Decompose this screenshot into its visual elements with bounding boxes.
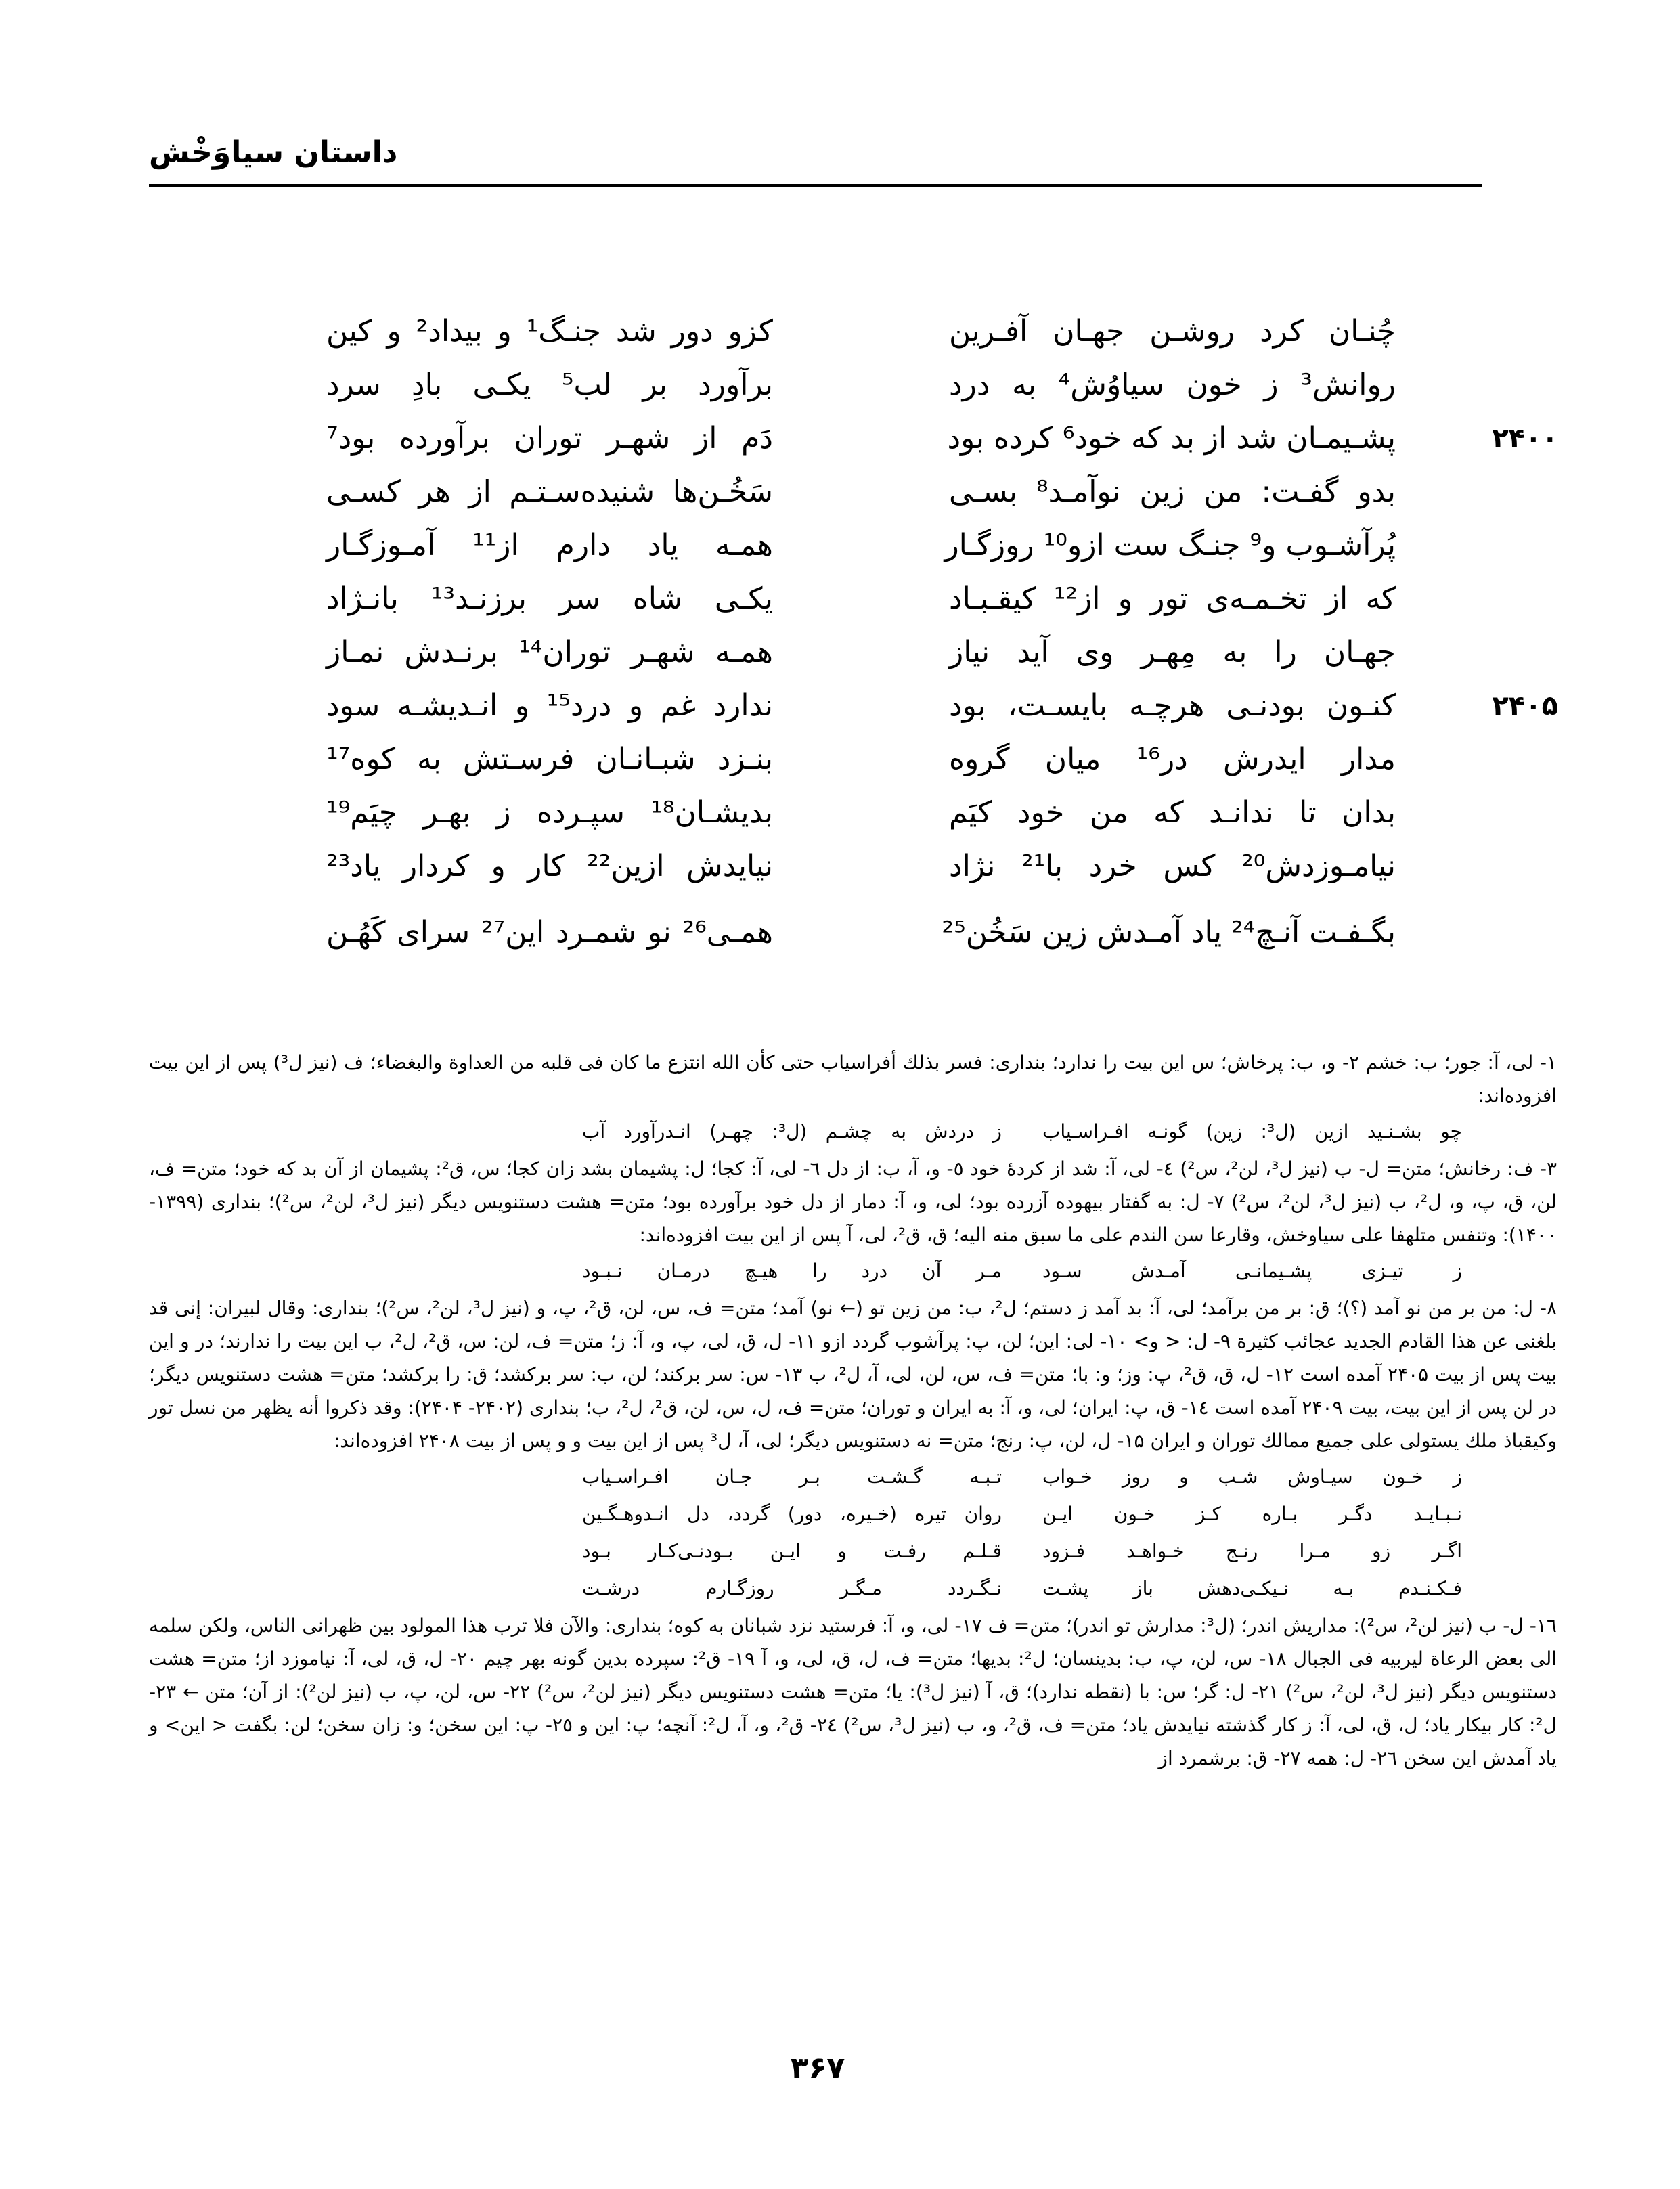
hemistich-second: ندارد غم و درد¹⁵ و انـدیشـه سود bbox=[326, 688, 773, 723]
hemistich-second: سَخُـن‌ها شنیده‌سـتـم از هر کسـی bbox=[326, 474, 773, 509]
inset-verse bbox=[149, 1497, 1557, 1530]
hemistich-second: همـه یاد دارم از¹¹ آمـوزگـار bbox=[326, 528, 774, 562]
hemistich-first: نیامـوزدش²⁰ کس خرد با²¹ نژاد bbox=[949, 849, 1396, 883]
inset-hemistich-first: چو بشـنـید ازین (ل³: زین) گونـه افـراسـیاب bbox=[1042, 1120, 1462, 1143]
hemistich-first: جهـان را به مِهـر وی آید نیاز bbox=[949, 635, 1396, 669]
inset-hemistich-first: نـبـایـد دگـر بـاره کـز خـون ایـن bbox=[1042, 1503, 1462, 1525]
hemistich-first: روانش³ ز خون سیاوُش⁴ به درد bbox=[949, 368, 1396, 402]
hemistich-first: بدو گفـت: من زین نوآمـد⁸ بسـی bbox=[949, 474, 1396, 509]
inset-verse bbox=[149, 1534, 1557, 1568]
inset-hemistich-second: ز دردش به چشـم (ل³: چهـر) انـدرآورد آب bbox=[582, 1120, 1002, 1143]
inset-hemistich-first: فـکـنـدم بـه نـیکـی‌دهش باز پشـت bbox=[1042, 1577, 1462, 1599]
inset-hemistich-second: قـلـم رفـت و ایـن بـودنـی‌کـار بـود bbox=[582, 1540, 1002, 1562]
hemistich-second: دَم از شهـر توران برآورده بود⁷ bbox=[326, 421, 773, 456]
hemistich-first: کنـون بودنـی هرچـه بایسـت، بود bbox=[949, 688, 1396, 723]
hemistich-second: یکـی شاه سر برزنـد¹³ بانـژاد bbox=[326, 581, 773, 616]
hemistich-first: بگـفـت آنـچ²⁴ یاد آمـدش زین سَخُن²⁵ bbox=[942, 915, 1396, 950]
hemistich-first: چُنـان کرد روشـن جهـان آفـرین bbox=[949, 314, 1396, 349]
inset-verse bbox=[149, 1572, 1557, 1605]
footnote-3-7: ۳- ف: رخانش؛ متن= ل- ب (نیز ل³، لن²، س²) ٤- لی، آ: شد از کردهٔ خود ٥- و، آ، ب: از دل ٦- لی، آ: کجا؛ ل: پشیمان بشد زان کجا؛ س، ق²: پشیمان از آن بد که خود؛ متن= ف، لن، ق، پ، و، ل²، ب (نیز ل³، لن²، س²) ٧- ل: به گفتار بیهوده آزرده بود؛ لی، و، آ: دمار از دل خود برآورده بود؛ متن= هشت دستنویس دیگر (نیز ل³، لن²، س²)؛ بنداری (۱۳۹۹- ۱۴۰۰): وتنفس متلهفا علی سیاوخش، وقارعا سن الندم علی ما سبق منه الیه؛ ق، ق²، لی، آ پس از این بیت افزوده‌اند: bbox=[149, 1157, 1557, 1246]
hemistich-first: پشـیمـان شد از بد که خود⁶ کرده بود bbox=[947, 421, 1396, 456]
chapter-title: داستان سیاوَخْش bbox=[149, 135, 398, 170]
inset-hemistich-second: نـگـردد مـگـر روزگـارم درشـت bbox=[582, 1577, 1002, 1599]
inset-hemistich-second: تـبـه گـشـت بـر جـان افـراسـیاب bbox=[582, 1465, 1002, 1488]
inset-verse bbox=[149, 1254, 1557, 1287]
verse-number: ۲۴۰۵ bbox=[1492, 690, 1558, 722]
hemistich-second: همـه شهـر توران¹⁴ برنـدش نمـاز bbox=[326, 635, 773, 669]
hemistich-first: بدان تا ندانـد که من خود کیَم bbox=[949, 795, 1396, 830]
verse-number: ۲۴۰۰ bbox=[1492, 423, 1558, 454]
hemistich-second: برآورد بر لب⁵ یکـی بادِ سرد bbox=[326, 368, 773, 402]
hemistich-second: کزو دور شد جنـگ¹ و بیداد² و کین bbox=[326, 314, 773, 349]
critical-apparatus-footnotes bbox=[149, 1046, 1557, 1775]
inset-hemistich-second: روان تیره (خـیره، دور) گردد، دل انـدوهـگـین bbox=[582, 1503, 1002, 1525]
footnote-8-15: ۸- ل: من بر من نو آمد (؟)؛ ق: بر من برآمد؛ لی، آ: بد آمد ز دستم؛ ل²، ب: من زین تو (← نو) آمد؛ متن= ف، س، لن، ق²، پ، و (نیز ل³، لن²، س²)؛ بنداری: وقال لبیران: إنی قد بلغنی عن هذا القادم الجدید عجائب كثیرة ۹- ل: < و> ۱۰- لی: این؛ لن، پ: پرآشوب گردد ازو ۱۱- ل، ق، لی، پ، و، آ: ز؛ متن= ف، لن: س، ق²، ل²، ب این بیت را ندارند؛ در و این بیت پس از بیت ۲۴۰۵ آمده است ۱۲- ل، ق، ق²، پ: وز؛ و: با؛ متن= ف، س، لن، لی، آ، ل²، ب ۱۳- س: سر برکند؛ لن، ب: سر برکشد؛ ق: را برکشد؛ متن= هشت دستنویس دیگر؛ در لن پس از این بیت، بیت ۲۴۰۹ آمده است ١٤- ق، پ: ایران؛ لی، و، آ: به ایران و توران؛ متن= ف، ل، س، لن، ق²، ل²، ب؛ بنداری (۲۴۰۲- ۲۴۰۴): وقد ذكروا أنه یظهر من نسل تور وكیقباذ ملك یستولی علی جمیع ممالك توران و ایران ۱۵- ل، لن، پ: رنج؛ متن= نه دستنویس دیگر؛ لی، آ، ل³ پس از این بیت و و پس از بیت ۲۴۰۸ افزوده‌اند: bbox=[149, 1297, 1557, 1452]
hemistich-second: بنـزد شبـانـان فرسـتش به کوه¹⁷ bbox=[326, 742, 773, 776]
inset-hemistich-first: ز خـون سیـاوش شـب و روز خـواب bbox=[1042, 1465, 1462, 1488]
hemistich-first: مدار ایدرش در¹⁶ میان گروه bbox=[949, 742, 1396, 776]
footnote-16-27: ۱٦- ل- ب (نیز لن²، س²): مداریش اندر؛ (ل³: مدارش تو اندر)؛ متن= ف ۱۷- لی، و، آ: فرستید نزد شبانان به کوه؛ بنداری: والآن فلا ترب هذا المولود بین ظهرانی الناس، ولكن سلمه الی بعض الرعاة لیربیه فی الجبال ۱۸- س، لن، پ، ب: بدینسان؛ ل²: بدیها؛ متن= ف، ل، ق، لی، و، آ ۱۹- ق²: سپرده بدین گونه بهر چیم ۲۰- ل، ق، لی، آ: نیاموزد از؛ متن= هشت دستنویس دیگر (نیز ل³، لن²، س²) ۲۱- ل: گر؛ س: با (نقطه ندارد)؛ ق، آ (نیز ل³): یا؛ متن= هشت دستنویس دیگر (نیز لن²، س²) ۲۲- س، لن، پ، ب (نیز لن²): از آن؛ متن ← ۲۳- ل²: کار بیکار یاد؛ ل، ق، لی، آ: ز کار گذشته نیایدش یاد؛ متن= ف، ق²، و، ب (نیز ل³، س²) ۲٤- ق²، و، آ، ل²: آنچه؛ پ: این و ۲٥- پ: این سخن؛ و: زان سخن؛ لن: بگفت < این> و یاد آمدش این سخن ۲٦- ل: همه ۲۷- ق: برشمرد از bbox=[149, 1614, 1557, 1769]
inset-hemistich-first: ز تیـزی پشـیمانـی آمـدش سـود bbox=[1042, 1260, 1462, 1282]
hemistich-second: همـی²⁶ نو شمـرد این²⁷ سرای کَهُـن bbox=[326, 915, 773, 950]
inset-verse bbox=[149, 1115, 1557, 1148]
hemistich-second: نیایدش ازین²² کار و کردار یاد²³ bbox=[326, 849, 773, 883]
footnote-1-2: ۱- لی، آ: جور؛ ب: خشم ۲- و، ب: پرخاش؛ س این بیت را ندارد؛ بنداری: فسر بذلك أفراسیاب حتی كأن الله انتزع ما كان فی قلبه من العداوة والبغضاء؛ ف (نیز ل³) پس از این بیت افزوده‌اند: bbox=[149, 1051, 1557, 1107]
hemistich-first: که از تخـمـه‌ی تور و از¹² کیقـبـاد bbox=[949, 581, 1396, 616]
hemistich-first: پُرآشـوب و⁹ جنـگ ست ازو¹⁰ روزگـار bbox=[944, 528, 1396, 562]
inset-hemistich-second: مـر آن درد را هیـچ درمـان نـبـود bbox=[582, 1260, 1002, 1282]
hemistich-second: بدیشـان¹⁸ سپـرده ز بهـر چیَم¹⁹ bbox=[326, 795, 773, 830]
inset-hemistich-first: اگـر زو مـرا رنـج خـواهـد فـزود bbox=[1042, 1540, 1462, 1562]
header-rule bbox=[149, 184, 1482, 187]
page-number: ۳۶۷ bbox=[790, 2051, 845, 2085]
inset-verse bbox=[149, 1460, 1557, 1493]
